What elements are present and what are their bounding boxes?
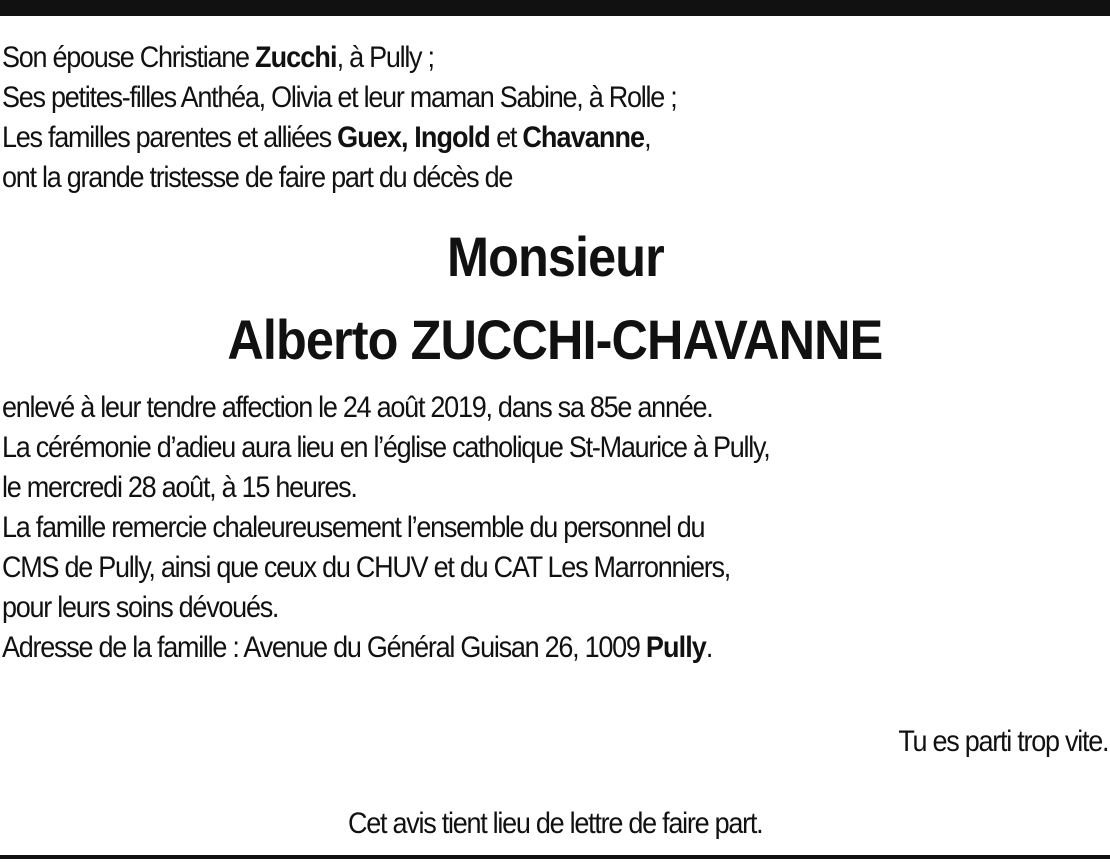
intro-line-families xyxy=(2,118,997,158)
body-line-death-date: enlevé à leur tendre affection le 24 août 2019, dans sa 85e année. xyxy=(2,391,713,424)
deceased-name-text: Alberto ZUCCHI-CHAVANNE xyxy=(227,308,883,371)
intro-line-families-text: Les familles parentes et alliées xyxy=(2,121,338,154)
intro-paragraph xyxy=(2,38,1108,198)
family-address-city: Pully xyxy=(645,631,706,664)
body-line-thanks-end: pour leurs soins dévoués. xyxy=(2,591,279,624)
intro-line-granddaughters: Ses petites-filles Anthéa, Olivia et leur maman Sabine, à Rolle ; xyxy=(2,81,677,114)
intro-line-announcement: ont la grande tristesse de faire part du décès de xyxy=(2,161,513,194)
bottom-border-rule xyxy=(0,855,1110,859)
intro-line-spouse-text: Son épouse Christiane xyxy=(2,41,255,74)
top-border-rule xyxy=(0,0,1110,16)
footer-note xyxy=(0,804,1110,844)
body-line-ceremony: La cérémonie d’adieu aura lieu en l’église catholique St-Maurice à Pully, xyxy=(2,431,770,464)
family-address-text: Adresse de la famille : Avenue du Général Guisan 26, 1009 xyxy=(2,631,646,664)
deceased-title-text: Monsieur xyxy=(446,225,664,288)
family-names-1: Guex, Ingold xyxy=(337,121,490,154)
intro-line-families-punct: , xyxy=(644,121,651,154)
body-line-ceremony-date: le mercredi 28 août, à 15 heures. xyxy=(2,471,357,504)
deceased-name xyxy=(0,305,1110,375)
footer-note-text: Cet avis tient lieu de lettre de faire part. xyxy=(347,807,763,840)
spouse-surname: Zucchi xyxy=(254,41,337,74)
body-line-address xyxy=(2,628,997,668)
body-paragraph xyxy=(2,388,1108,668)
family-address-punct: . xyxy=(705,631,713,664)
closing-phrase: Tu es parti trop vite. xyxy=(898,725,1108,758)
body-line-thanks: La famille remercie chaleureusement l’ensemble du personnel du xyxy=(2,511,705,544)
deceased-title xyxy=(0,222,1110,292)
family-names-2: Chavanne xyxy=(522,121,645,154)
body-line-thanks-cont: CMS de Pully, ainsi que ceux du CHUV et du CAT Les Marronniers, xyxy=(2,551,730,584)
intro-line-families-conjunction: et xyxy=(489,121,523,154)
intro-line-spouse-location: , à Pully ; xyxy=(336,41,434,74)
intro-line-spouse xyxy=(2,38,997,78)
